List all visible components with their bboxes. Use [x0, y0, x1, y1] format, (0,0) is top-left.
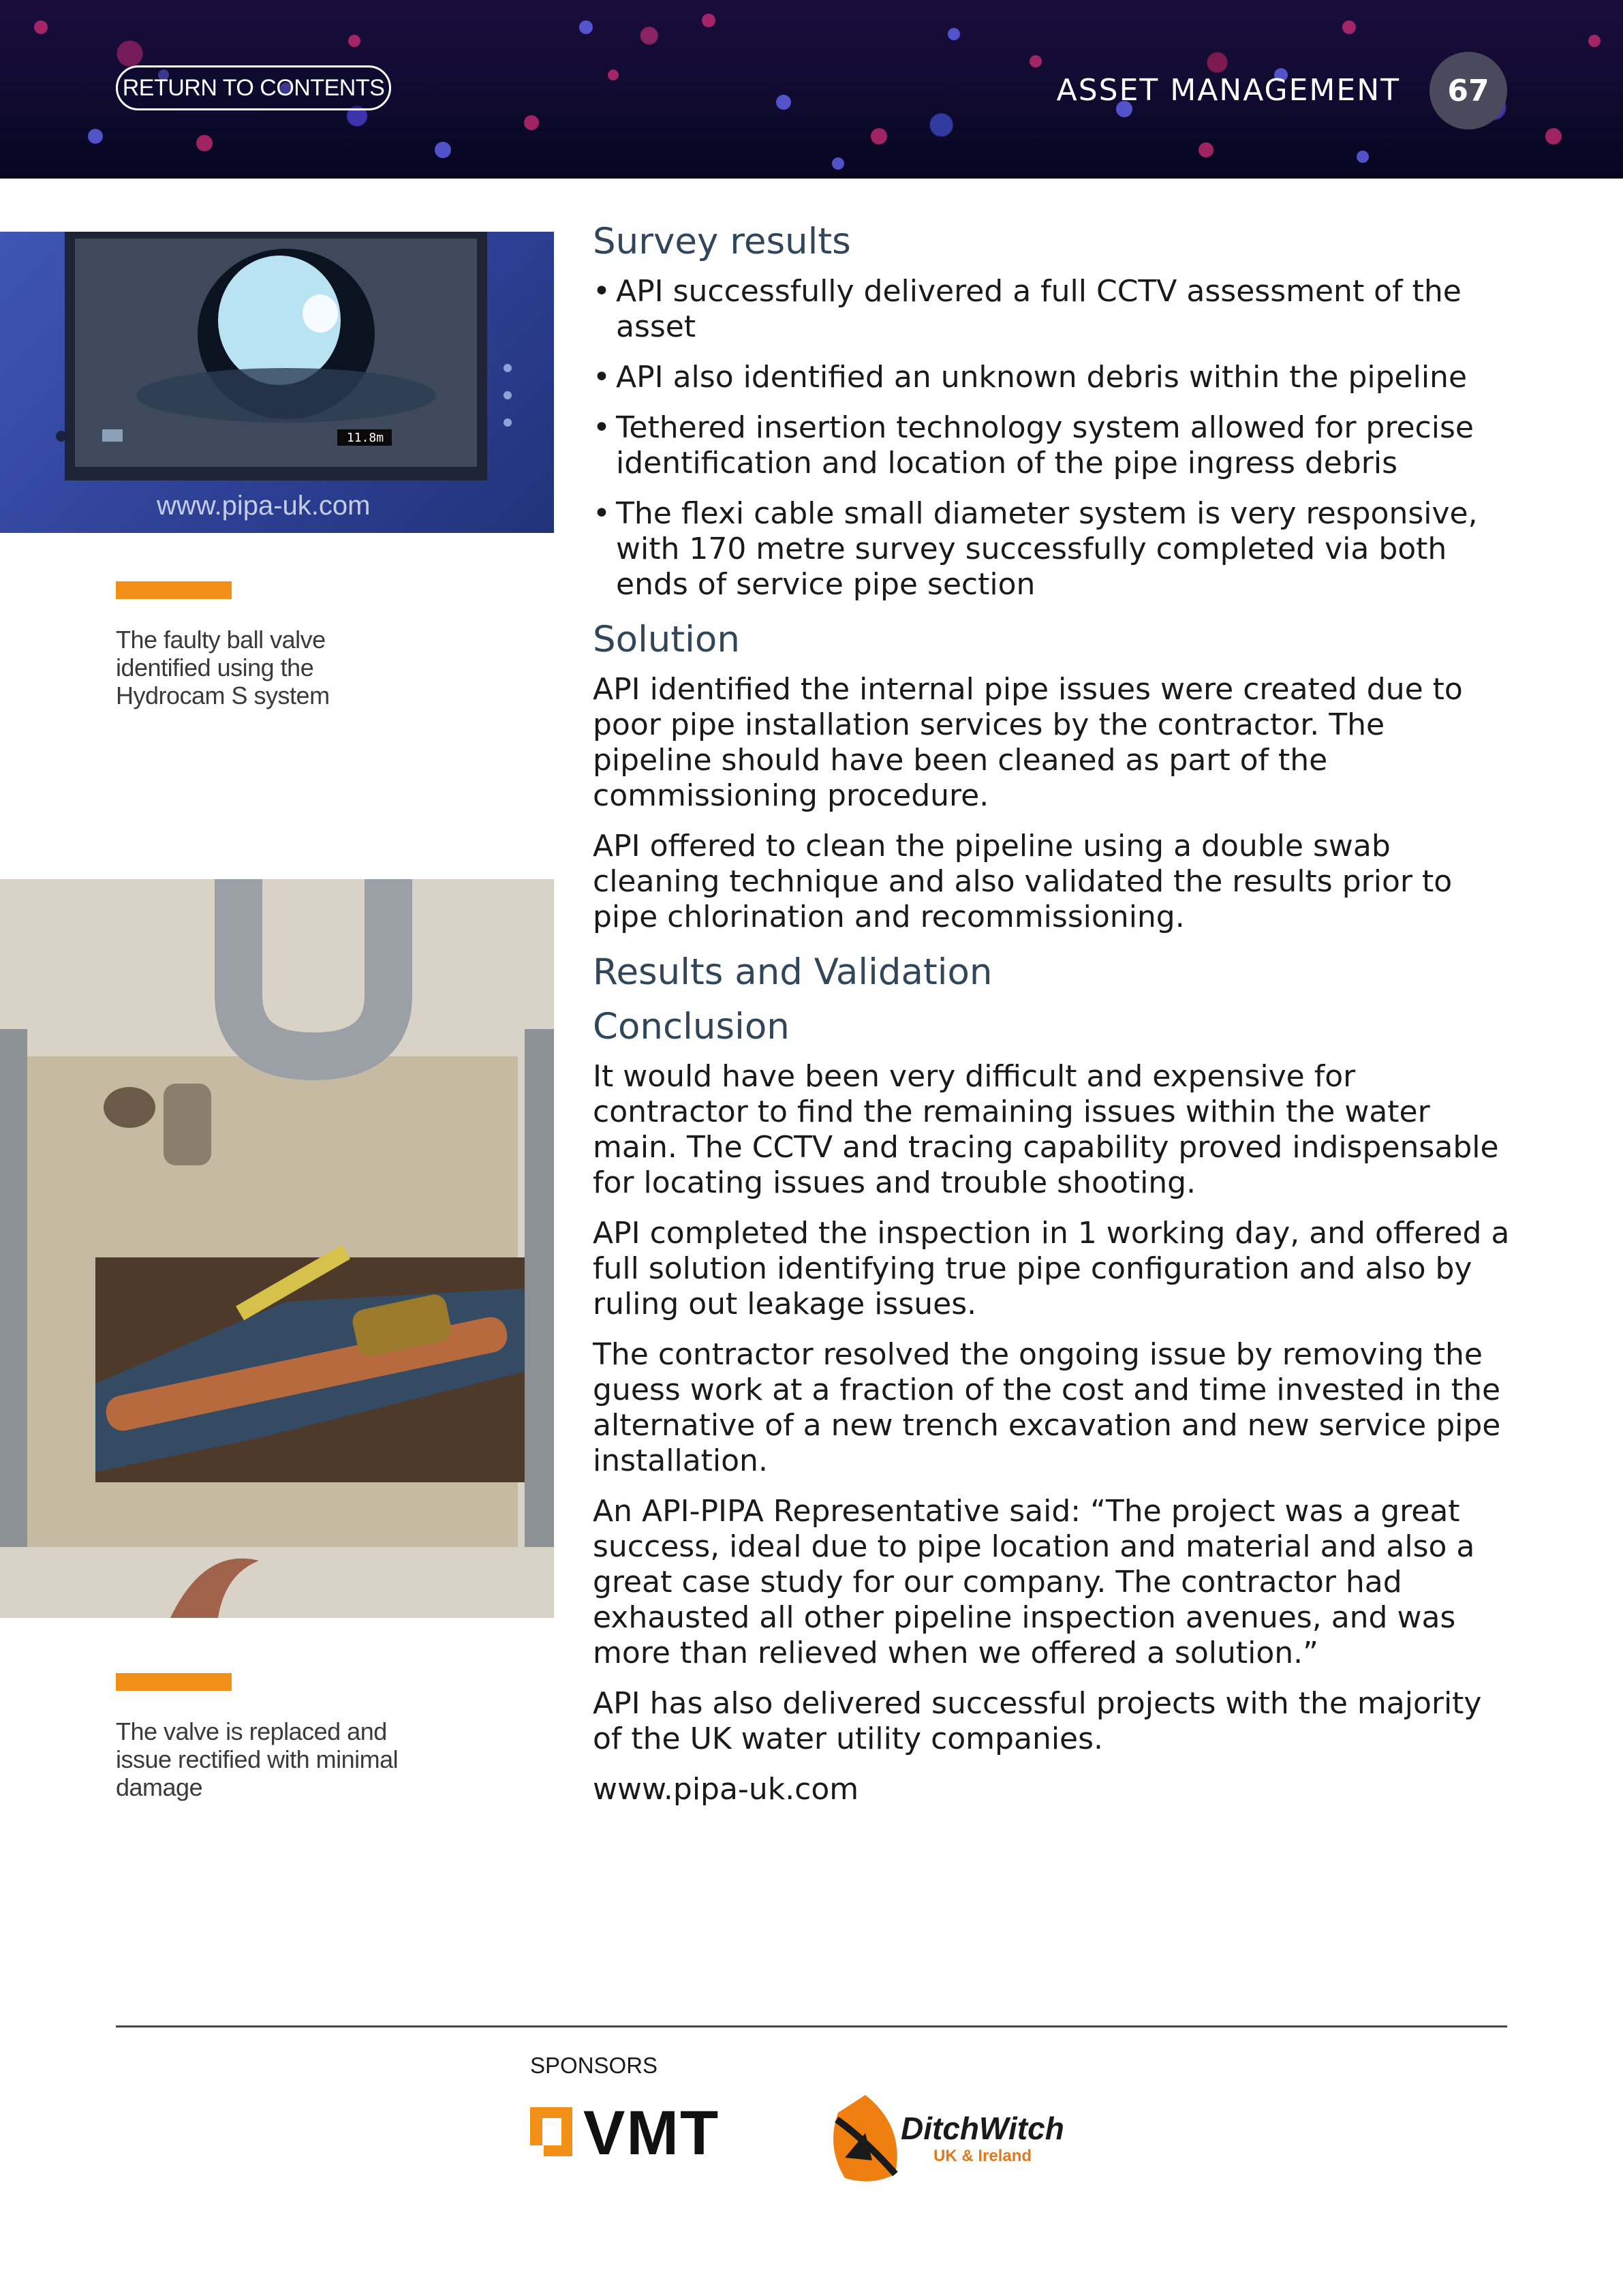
website-link[interactable]: www.pipa-uk.com [593, 1772, 859, 1807]
valve-repair-illustration [0, 879, 554, 1618]
paragraph: API has also delivered successful projects with the majority of the UK water utility companies. [593, 1686, 1482, 1756]
paragraph: The contractor resolved the ongoing issue by removing the guess work at a fraction of the cost and time invested in the alternative of a new trench excavation and new service pipe installation. [593, 1337, 1501, 1478]
page-number-badge: 67 [1429, 52, 1507, 129]
return-to-contents-button[interactable]: RETURN TO CONTENTS [116, 65, 391, 110]
list-item: • Tethered insertion technology system allowed for precise identification and location of the pipe ingress debris [593, 410, 1513, 481]
paragraph: API identified the internal pipe issues were created due to poor pipe installation services by the contractor. The pipeline should have been cleaned as part of the commissioning procedure. [593, 672, 1463, 813]
survey-results-heading: Survey results [593, 221, 851, 262]
footer-divider [116, 2025, 1507, 2027]
ditchwitch-emblem [824, 2092, 906, 2184]
photo1-readout: 11.8m [346, 431, 384, 445]
conclusion-heading: Conclusion [593, 1006, 790, 1047]
section-title: ASSET MANAGEMENT [1056, 73, 1400, 108]
results-validation-heading: Results and Validation [593, 951, 993, 993]
paragraph: It would have been very difficult and expensive for contractor to find the remaining issues within the water main. The CCTV and tracing capability proved indispensable for locating issues and trouble shooting. [593, 1059, 1499, 1200]
photo1-watermark: www.pipa-uk.com [157, 491, 371, 521]
paragraph: API completed the inspection in 1 working day, and offered a full solution identifying true pipe configuration and also by ruling out leakage issues. [593, 1216, 1510, 1321]
photo2-caption: The valve is replaced and issue rectified with minimal damage [116, 1717, 399, 1801]
caption-accent-bar [116, 581, 232, 599]
survey-results-list [593, 274, 1513, 602]
solution-heading: Solution [593, 619, 740, 660]
header-band [0, 0, 1623, 179]
photo1-caption: The faulty ball valve identified using the Hydrocam S system [116, 626, 330, 709]
paragraph: An API-PIPA Representative said: “The project was a great success, ideal due to pipe location and material and also a great case study for our company. The contractor had exhausted all other pipeline inspection avenues, and was more than relieved when we offered a solution.” [593, 1494, 1475, 1670]
vmt-logo-text: VMT [583, 2098, 720, 2168]
cctv-monitor-illustration [0, 232, 554, 533]
list-item: • API successfully delivered a full CCTV assessment of the asset [593, 274, 1513, 345]
list-item: • The flexi cable small diameter system is very responsive, with 170 metre survey successfully completed via both ends of service pipe section [593, 496, 1513, 602]
caption-accent-bar [116, 1673, 232, 1691]
sponsors-label: SPONSORS [530, 2053, 658, 2078]
article-column [593, 219, 1513, 1822]
list-item: • API also identified an unknown debris within the pipeline [593, 360, 1513, 395]
valve-replacement-photo [0, 879, 554, 1618]
ditchwitch-subtitle: UK & Ireland [933, 2147, 1032, 2165]
ditchwitch-logo-text: DitchWitch [901, 2111, 1064, 2146]
ditchwitch-logo[interactable] [824, 2092, 1083, 2184]
cctv-monitor-photo [0, 232, 554, 533]
paragraph: API offered to clean the pipeline using a double swab cleaning technique and also validated the results prior to pipe chlorination and recommissioning. [593, 829, 1453, 934]
vmt-logo[interactable] [530, 2098, 770, 2168]
